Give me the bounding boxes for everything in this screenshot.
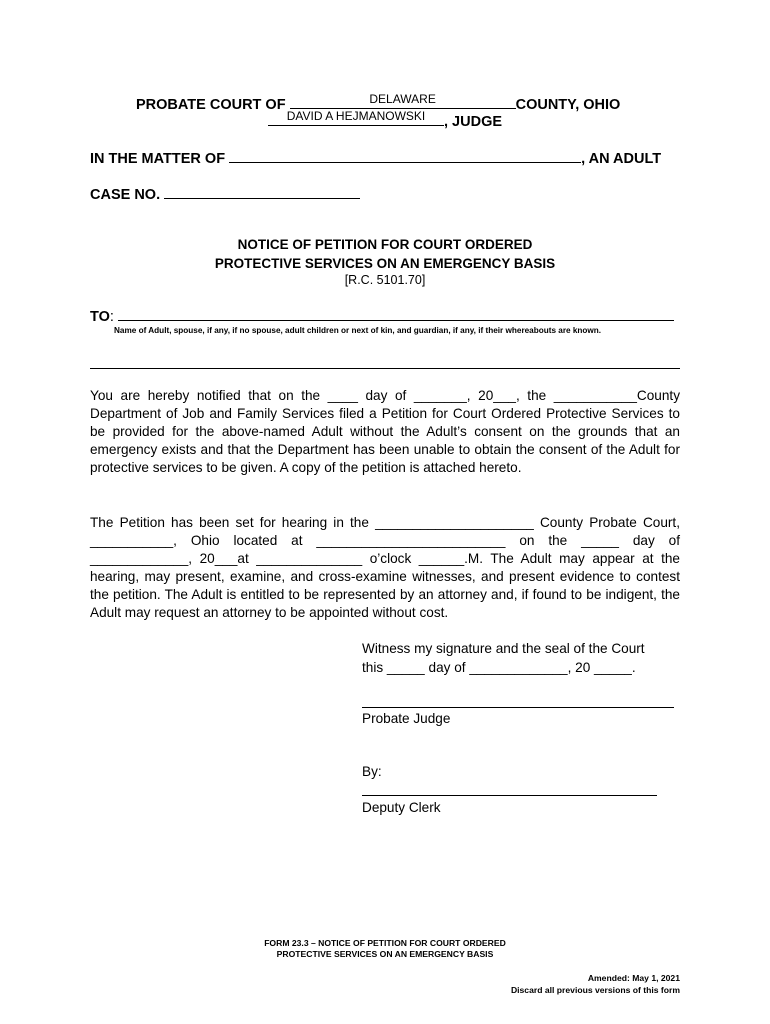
by-label: By: [362,764,382,779]
matter-label: IN THE MATTER OF [90,151,226,167]
county-value: DELAWARE [369,92,436,106]
to-label: TO [90,309,110,325]
matter-suffix: , AN ADULT [581,151,662,167]
to-colon: : [109,309,114,325]
judge-value: DAVID A HEJMANOWSKI [286,109,426,123]
recipient-field[interactable] [118,306,674,321]
judge-header [268,111,502,130]
case-label: CASE NO. [90,187,161,203]
witness-block [362,639,645,677]
court-label: PROBATE COURT OF [136,97,286,113]
deputy-clerk-label: Deputy Clerk [362,800,441,815]
recipient-instructions: Name of Adult, spouse, if any, if no spouse, adult children or next of kin, and guardian, if any, if their whereabouts are known. [114,326,602,335]
clerk-signature-line[interactable] [362,795,657,796]
form-footer-line1: FORM 23.3 – NOTICE OF PETITION FOR COURT ORDERED [264,938,506,948]
statute-citation: [R.C. 5101.70] [344,273,426,287]
judge-suffix: , JUDGE [444,114,503,130]
probate-judge-label: Probate Judge [362,711,451,726]
witness-line1: Witness my signature and the seal of the Court [362,641,645,656]
county-field[interactable] [290,94,516,109]
notice-paragraph: You are hereby notified that on the ____ day of _______, 20___, the ___________County Department of Job and Family Services filed a Petition for Court Ordered Protective Services to be provided for the above-named Adult without the Adult’s consent on the grounds that an emergency exists and that the Department has been unable to obtain the consent of the Adult for protective services to be given. A copy of the petition is attached hereto. [90,388,680,475]
county-suffix: COUNTY, OHIO [515,97,621,113]
recipient-continuation-line[interactable] [90,368,680,369]
judge-signature-line[interactable] [362,707,674,708]
matter-row [90,148,661,167]
notice-title-line2: PROTECTIVE SERVICES ON AN EMERGENCY BASIS [214,256,556,271]
amended-date: Amended: May 1, 2021 [587,973,680,983]
judge-field[interactable] [268,111,444,126]
witness-line2: this _____ day of _____________, 20 _____. [362,660,636,675]
notice-title-line1: NOTICE OF PETITION FOR COURT ORDERED [237,237,533,252]
discard-notice: Discard all previous versions of this form [510,985,680,995]
case-number-row [90,184,360,203]
form-footer-line2: PROTECTIVE SERVICES ON AN EMERGENCY BASIS [276,949,494,959]
case-number-field[interactable] [164,184,360,199]
hearing-paragraph: The Petition has been set for hearing in the _____________________ County Probate Court, ___________, Ohio located at _________________________ on the _____ day of _____________, 20___at ______________ o’clock ______.M. The Adult may appear at the hearing, may present, examine, and cross-examine witnesses, and present evidence to contest the petition. The Adult is entitled to be represented by an attorney and, if found to be indigent, the Adult may request an attorney to be appointed without cost. [90,515,680,620]
matter-name-field[interactable] [229,148,581,163]
to-row [90,306,674,325]
